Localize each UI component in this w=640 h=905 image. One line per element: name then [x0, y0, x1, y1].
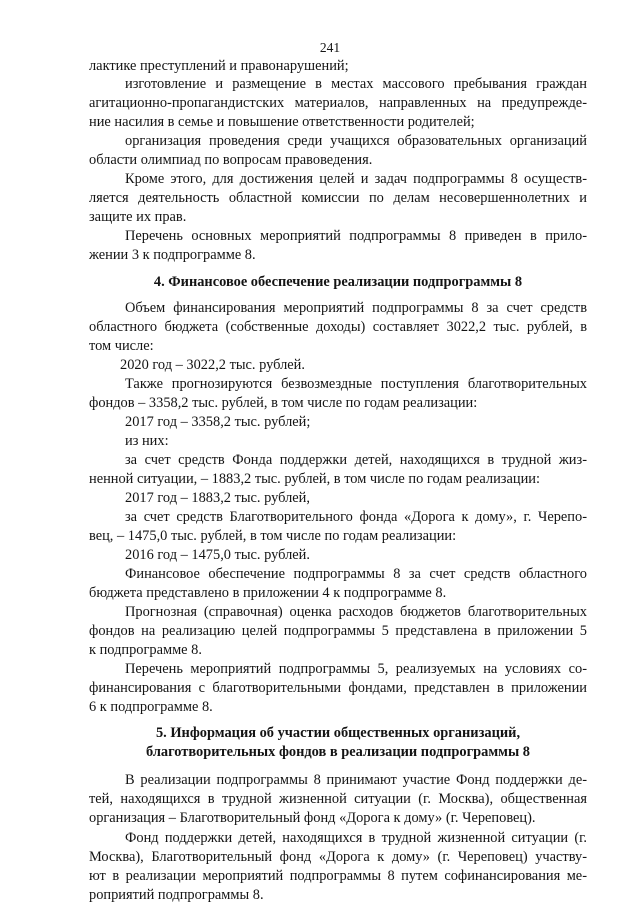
text-line: бюджета представлено в приложении 4 к подпрограмме 8.: [89, 585, 447, 601]
text-line: Также прогнозируются безвозмездные поступления благотворительных: [125, 376, 587, 392]
page-number: 241: [319, 40, 341, 55]
text-line: лактике преступлений и правонарушений;: [89, 58, 349, 74]
text-line: роприятий подпрограммы 8.: [89, 887, 264, 903]
text-line: финансирования с благотворительными фондами, представлен в приложении: [89, 680, 587, 696]
text-line: В реализации подпрограммы 8 принимают участие Фонд поддержки де-: [125, 772, 587, 788]
section-heading-5-cont: благотворительных фондов в реализации подпрограммы 8: [145, 744, 530, 760]
text-line: к подпрограмме 8.: [89, 642, 202, 658]
text-line: Перечень мероприятий подпрограммы 5, реализуемых на условиях со-: [125, 661, 587, 677]
text-line: 6 к подпрограмме 8.: [89, 699, 213, 715]
text-line: ляется деятельность областной комиссии по делам несовершеннолетних и: [89, 190, 587, 206]
text-line: 2020 год – 3022,2 тыс. рублей.: [120, 357, 305, 373]
text-line: из них:: [125, 433, 169, 449]
text-line: ют в реализации мероприятий подпрограммы 8 путем софинансирования ме-: [89, 868, 587, 884]
text-line: 2017 год – 3358,2 тыс. рублей;: [125, 414, 311, 430]
text-line: изготовление и размещение в местах массового пребывания граждан: [125, 76, 587, 92]
text-line: фондов – 3358,2 тыс. рублей, в том числе по годам реализации:: [89, 395, 478, 411]
section-heading-5: 5. Информация об участии общественных организаций,: [155, 725, 521, 741]
text-line: Москва), Благотворительный фонд «Дорога к дому» (г. Череповец) участву-: [89, 849, 587, 865]
text-line: жении 3 к подпрограмме 8.: [89, 247, 256, 263]
text-line: ненной ситуации, – 1883,2 тыс. рублей, в том числе по годам реализации:: [89, 471, 540, 487]
text-line: Прогнозная (справочная) оценка расходов бюджетов благотворительных: [125, 604, 587, 620]
text-line: за счет средств Благотворительного фонда «Дорога к дому», г. Черепо-: [125, 509, 587, 525]
text-line: ние насилия в семье и повышение ответственности родителей;: [89, 114, 475, 130]
text-line: Перечень основных мероприятий подпрограммы 8 приведен в прило-: [125, 228, 587, 244]
text-line: агитационно-пропагандистских материалов, направленных на предупрежде-: [89, 95, 587, 111]
text-line: Кроме этого, для достижения целей и задач подпрограммы 8 осуществ-: [125, 171, 587, 187]
text-line: за счет средств Фонда поддержки детей, находящихся в трудной жиз-: [125, 452, 587, 468]
text-line: организация проведения среди учащихся образовательных организаций: [125, 133, 587, 149]
text-line: Финансовое обеспечение подпрограммы 8 за счет средств областного: [125, 566, 587, 582]
text-line: тей, находящихся в трудной жизненной ситуации (г. Москва), общественная: [89, 791, 587, 807]
text-line: вец, – 1475,0 тыс. рублей, в том числе по годам реализации:: [89, 528, 457, 544]
text-line: 2017 год – 1883,2 тыс. рублей,: [125, 490, 310, 506]
section-heading-4: 4. Финансовое обеспечение реализации подпрограммы 8: [153, 274, 523, 290]
text-line: 2016 год – 1475,0 тыс. рублей.: [125, 547, 310, 563]
text-line: Объем финансирования мероприятий подпрограммы 8 за счет средств: [125, 300, 587, 316]
text-line: организация – Благотворительный фонд «Дорога к дому» (г. Череповец).: [89, 810, 536, 826]
text-line: том числе:: [89, 338, 154, 354]
text-line: областного бюджета (собственные доходы) составляет 3022,2 тыс. рублей, в: [89, 319, 587, 335]
text-line: фондов на реализацию целей подпрограммы 5 представлена в приложении 5: [89, 623, 587, 639]
text-line: защите их прав.: [89, 209, 187, 225]
text-line: Фонд поддержки детей, находящихся в трудной жизненной ситуации (г.: [125, 830, 587, 846]
text-line: области олимпиад по вопросам правоведения.: [89, 152, 373, 168]
